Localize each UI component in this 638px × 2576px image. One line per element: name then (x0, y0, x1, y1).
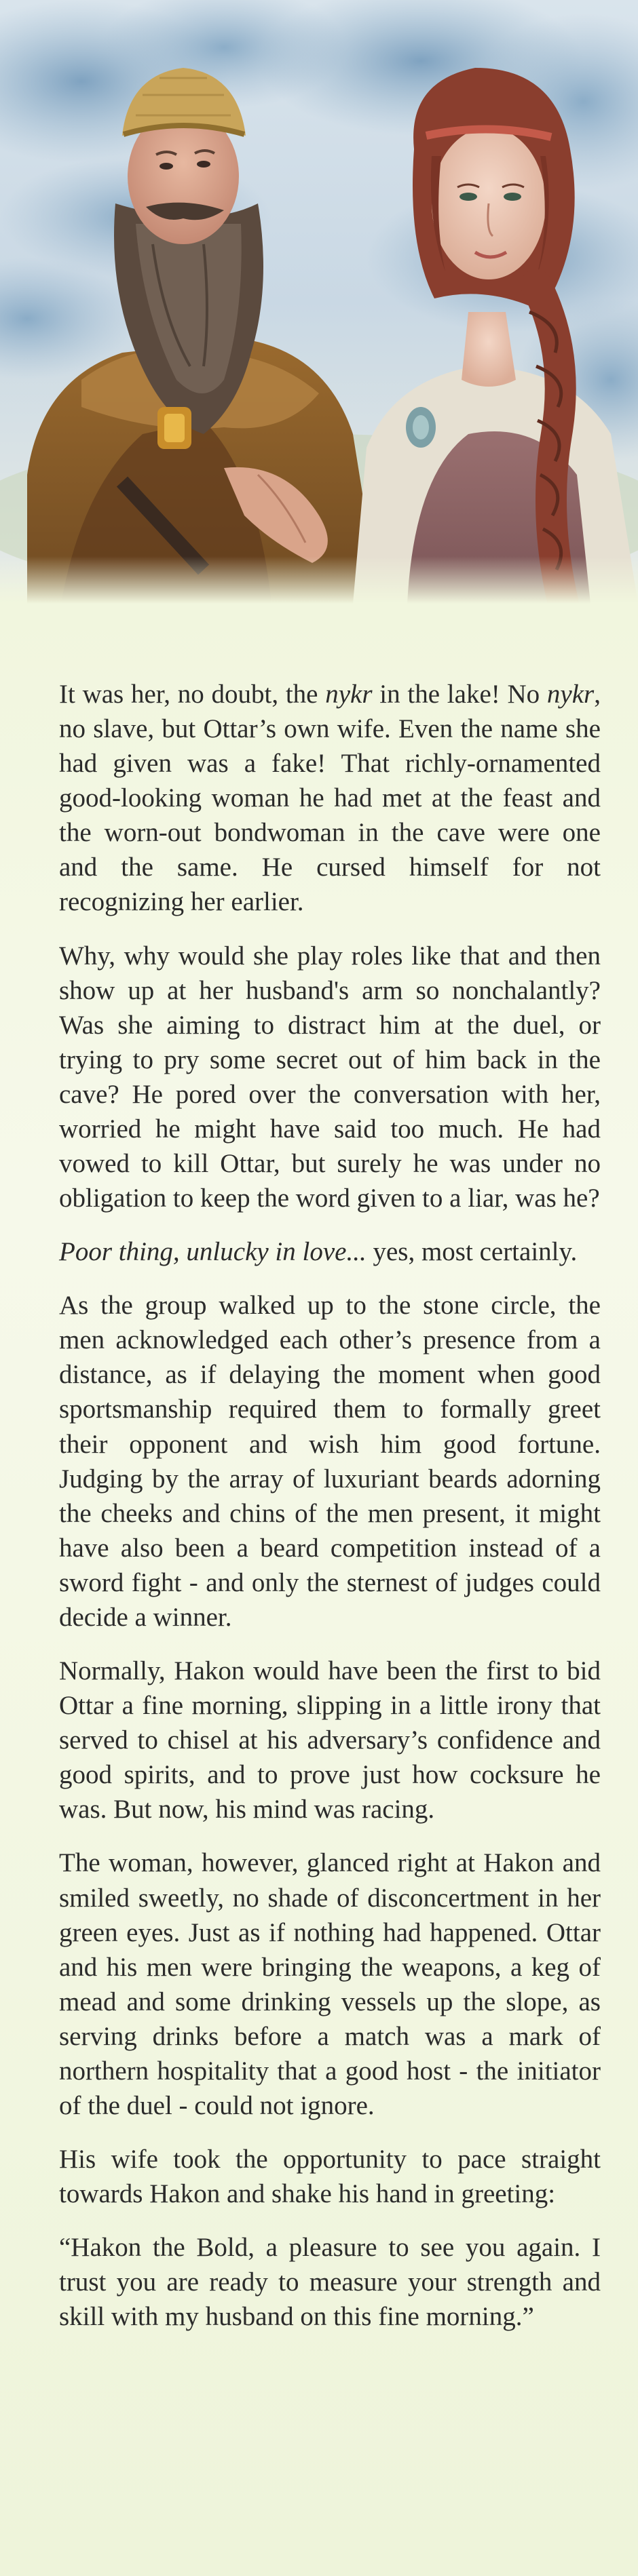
story-paragraph (59, 677, 601, 920)
text-run: “Hakon the Bold, a pleasure to see you again. I trust you are ready to measure your strength and skill with my husband on this fine morning.” (59, 2233, 601, 2332)
text-run: Why, why would she play roles like that and then show up at her husband's arm so nonchalantly? Was she aiming to distract him at the duel, or trying to pry some secret out of him back in the cave? He pored over the conversation with her, worried he might have said too much. He had vowed to kill Ottar, but surely he was under no obligation to keep the word given to a liar, was he? (59, 941, 601, 1213)
text-run: Normally, Hakon would have been the first to bid Ottar a fine morning, slipping in a little irony that served to chisel at his adversary’s confidence and good spirits, and to prove just how cocksure he was. But now, his mind was racing. (59, 1656, 601, 1824)
story-illustration (0, 0, 638, 604)
text-run: It was her, no doubt, the (59, 680, 326, 709)
text-run: His wife took the opportunity to pace straight towards Hakon and shake his hand in greeting: (59, 2145, 601, 2209)
text-run: , no slave, but Ottar’s own wife. Even the name she had given was a fake! That richly-ornamented good-looking woman he had met at the feast and the worn-out bondwoman in the cave were one and the same. He cursed himself for not recognizing her earlier. (59, 680, 601, 917)
text-run: As the group walked up to the stone circle, the men acknowledged each other’s presence from a distance, as if delaying the moment when good sportsmanship required them to formally greet their opponent and wish him good fortune. Judging by the array of luxuriant beards adorning the cheeks and chins of the men present, it might have also been a beard competition instead of a sword fight - and only the sternest of judges could decide a winner. (59, 1291, 601, 1632)
story-paragraph (59, 2142, 601, 2211)
italic-text: nykr (325, 680, 373, 709)
watercolor-painting (0, 0, 638, 604)
story-paragraph (59, 1654, 601, 1827)
text-run: in the lake! No (372, 680, 547, 709)
story-paragraph (59, 1846, 601, 2123)
story-paragraph (59, 1234, 601, 1269)
text-page (0, 604, 638, 2576)
story-text (59, 677, 601, 2353)
text-run: yes, most certainly. (366, 1237, 578, 1267)
italic-text: Poor thing, unlucky in love... (59, 1237, 367, 1267)
italic-text: nykr (546, 680, 595, 709)
story-paragraph (59, 939, 601, 1216)
text-run: The woman, however, glanced right at Hakon and smiled sweetly, no shade of disconcertment in her green eyes. Just as if nothing had happened. Ottar and his men were bringing the weapons, a keg of mead and some drinking vessels up the slope, as serving drinks before a match was a mark of northern hospitality that a good host - the initiator of the duel - could not ignore. (59, 1848, 601, 2120)
story-paragraph (59, 2230, 601, 2334)
story-paragraph (59, 1288, 601, 1635)
